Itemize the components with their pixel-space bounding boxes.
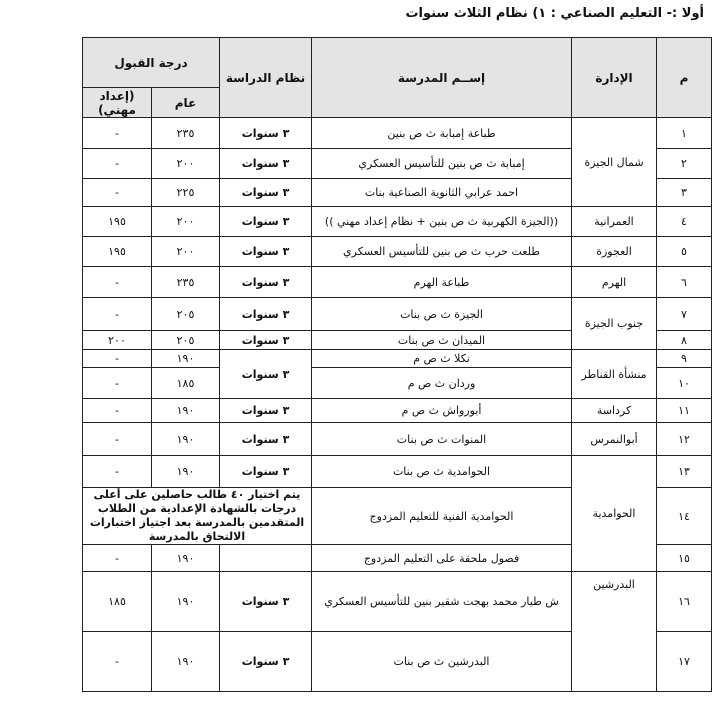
row-number: ٧ bbox=[657, 298, 712, 331]
school-name: الحوامدية ث ص بنات bbox=[312, 456, 572, 488]
school-name: أبورواش ث ص م bbox=[312, 399, 572, 423]
idara-cell: الحوامدية bbox=[572, 456, 657, 572]
vocational-score: - bbox=[83, 118, 152, 149]
idara-cell: جنوب الجيزة bbox=[572, 298, 657, 350]
table-row bbox=[83, 298, 712, 331]
idara-cell: الهرم bbox=[572, 267, 657, 298]
school-name: احمد عرابي الثانوية الصناعية بنات bbox=[312, 179, 572, 207]
school-name: فصول ملحقة على التعليم المزدوج bbox=[312, 545, 572, 572]
general-score: ١٩٠ bbox=[152, 423, 220, 456]
row-number: ١٣ bbox=[657, 456, 712, 488]
row-number: ٤ bbox=[657, 207, 712, 237]
row-number: ٩ bbox=[657, 350, 712, 368]
header-general: عام bbox=[152, 88, 220, 118]
row-number: ١١ bbox=[657, 399, 712, 423]
vocational-score: ١٩٥ bbox=[83, 237, 152, 267]
vocational-score: ١٩٥ bbox=[83, 207, 152, 237]
general-score: ١٩٠ bbox=[152, 632, 220, 692]
general-score: ١٩٠ bbox=[152, 545, 220, 572]
vocational-score: - bbox=[83, 267, 152, 298]
row-number: ١ bbox=[657, 118, 712, 149]
general-score: ٢٣٥ bbox=[152, 267, 220, 298]
header-m: م bbox=[657, 38, 712, 118]
school-name: وردان ث ص م bbox=[312, 368, 572, 399]
study-system: ٣ سنوات bbox=[220, 207, 312, 237]
study-system: ٣ سنوات bbox=[220, 237, 312, 267]
header-system: نظام الدراسة bbox=[220, 38, 312, 118]
table-row bbox=[83, 423, 712, 456]
idara-cell: العمرانية bbox=[572, 207, 657, 237]
school-name: البدرشين ث ص بنات bbox=[312, 632, 572, 692]
row-number: ١٢ bbox=[657, 423, 712, 456]
study-system: ٣ سنوات bbox=[220, 399, 312, 423]
row-number: ١٧ bbox=[657, 632, 712, 692]
table-row bbox=[83, 350, 712, 368]
general-score: ٢٠٠ bbox=[152, 207, 220, 237]
general-score: ١٩٠ bbox=[152, 399, 220, 423]
school-name: المنوات ث ص بنات bbox=[312, 423, 572, 456]
vocational-score: - bbox=[83, 368, 152, 399]
table-row bbox=[83, 399, 712, 423]
study-system: ٣ سنوات bbox=[220, 267, 312, 298]
general-score: ٢٢٥ bbox=[152, 179, 220, 207]
header-idara: الإدارة bbox=[572, 38, 657, 118]
study-system: ٣ سنوات bbox=[220, 331, 312, 350]
table-row bbox=[83, 456, 712, 488]
vocational-score: ٢٠٠ bbox=[83, 331, 152, 350]
vocational-score: - bbox=[83, 423, 152, 456]
school-name: ((الجيزة الكهربية ث ص بنين + نظام إعداد مهني )) bbox=[312, 207, 572, 237]
row-number: ٥ bbox=[657, 237, 712, 267]
idara-cell: البدرشين bbox=[572, 572, 657, 692]
study-system: ٣ سنوات bbox=[220, 118, 312, 149]
header-vocational: (إعداد مهني) bbox=[83, 88, 152, 118]
general-score: ١٩٠ bbox=[152, 456, 220, 488]
row-number: ٦ bbox=[657, 267, 712, 298]
page-title: أولا :- التعليم الصناعي : ١) نظام الثلاث سنوات bbox=[405, 6, 704, 21]
study-system: ٣ سنوات bbox=[220, 423, 312, 456]
idara-cell: أبوالنمرس bbox=[572, 423, 657, 456]
study-system: ٣ سنوات bbox=[220, 149, 312, 179]
table-row bbox=[83, 118, 712, 149]
school-name: الجيزة ث ص بنات bbox=[312, 298, 572, 331]
idara-cell: كرداسة bbox=[572, 399, 657, 423]
row-number: ٢ bbox=[657, 149, 712, 179]
idara-cell: العجوزة bbox=[572, 237, 657, 267]
school-name: ش طيار محمد بهجت شقير بنين للتأسيس العسكري bbox=[312, 572, 572, 632]
row-number: ١٥ bbox=[657, 545, 712, 572]
study-system: ٣ سنوات bbox=[220, 350, 312, 399]
vocational-score: - bbox=[83, 350, 152, 368]
study-system bbox=[220, 545, 312, 572]
row-number: ١٦ bbox=[657, 572, 712, 632]
school-name: إمبابة ث ص بنين للتأسيس العسكري bbox=[312, 149, 572, 179]
table-row bbox=[83, 237, 712, 267]
vocational-score: - bbox=[83, 179, 152, 207]
table-row bbox=[83, 267, 712, 298]
general-score: ٢٠٥ bbox=[152, 298, 220, 331]
vocational-score: ١٨٥ bbox=[83, 572, 152, 632]
vocational-score: - bbox=[83, 545, 152, 572]
school-name: نكلا ث ص م bbox=[312, 350, 572, 368]
row-number: ١٤ bbox=[657, 488, 712, 545]
school-name: طباعة إمبابة ث ص بنين bbox=[312, 118, 572, 149]
selection-note: يتم اختيار ٤٠ طالب حاصلين على أعلى درجات بالشهادة الإعدادية من الطلاب المتقدمين بالمدرسة بعد اجتياز اختبارات الالتحاق بالمدرسة bbox=[83, 488, 312, 545]
header-acceptance: درجة القبول bbox=[83, 38, 220, 88]
table-row bbox=[83, 207, 712, 237]
schools-table bbox=[82, 37, 712, 692]
study-system: ٣ سنوات bbox=[220, 298, 312, 331]
general-score: ١٨٥ bbox=[152, 368, 220, 399]
school-name: الحوامدية الفنية للتعليم المزدوج bbox=[312, 488, 572, 545]
idara-cell: منشأة القناطر bbox=[572, 350, 657, 399]
study-system: ٣ سنوات bbox=[220, 456, 312, 488]
vocational-score: - bbox=[83, 456, 152, 488]
vocational-score: - bbox=[83, 399, 152, 423]
vocational-score: - bbox=[83, 298, 152, 331]
study-system: ٣ سنوات bbox=[220, 179, 312, 207]
general-score: ١٩٠ bbox=[152, 572, 220, 632]
header-school: إســم المدرسة bbox=[312, 38, 572, 118]
row-number: ١٠ bbox=[657, 368, 712, 399]
general-score: ٢٠٠ bbox=[152, 149, 220, 179]
vocational-score: - bbox=[83, 632, 152, 692]
general-score: ٢٠٥ bbox=[152, 331, 220, 350]
study-system: ٣ سنوات bbox=[220, 632, 312, 692]
table-row bbox=[83, 572, 712, 632]
idara-cell: شمال الجيزة bbox=[572, 118, 657, 207]
school-name: الميدان ث ص بنات bbox=[312, 331, 572, 350]
row-number: ٣ bbox=[657, 179, 712, 207]
general-score: ٢٠٠ bbox=[152, 237, 220, 267]
school-name: طلعت حرب ث ص بنين للتأسيس العسكري bbox=[312, 237, 572, 267]
general-score: ٢٣٥ bbox=[152, 118, 220, 149]
general-score: ١٩٠ bbox=[152, 350, 220, 368]
row-number: ٨ bbox=[657, 331, 712, 350]
vocational-score: - bbox=[83, 149, 152, 179]
study-system: ٣ سنوات bbox=[220, 572, 312, 632]
school-name: طباعة الهرم bbox=[312, 267, 572, 298]
